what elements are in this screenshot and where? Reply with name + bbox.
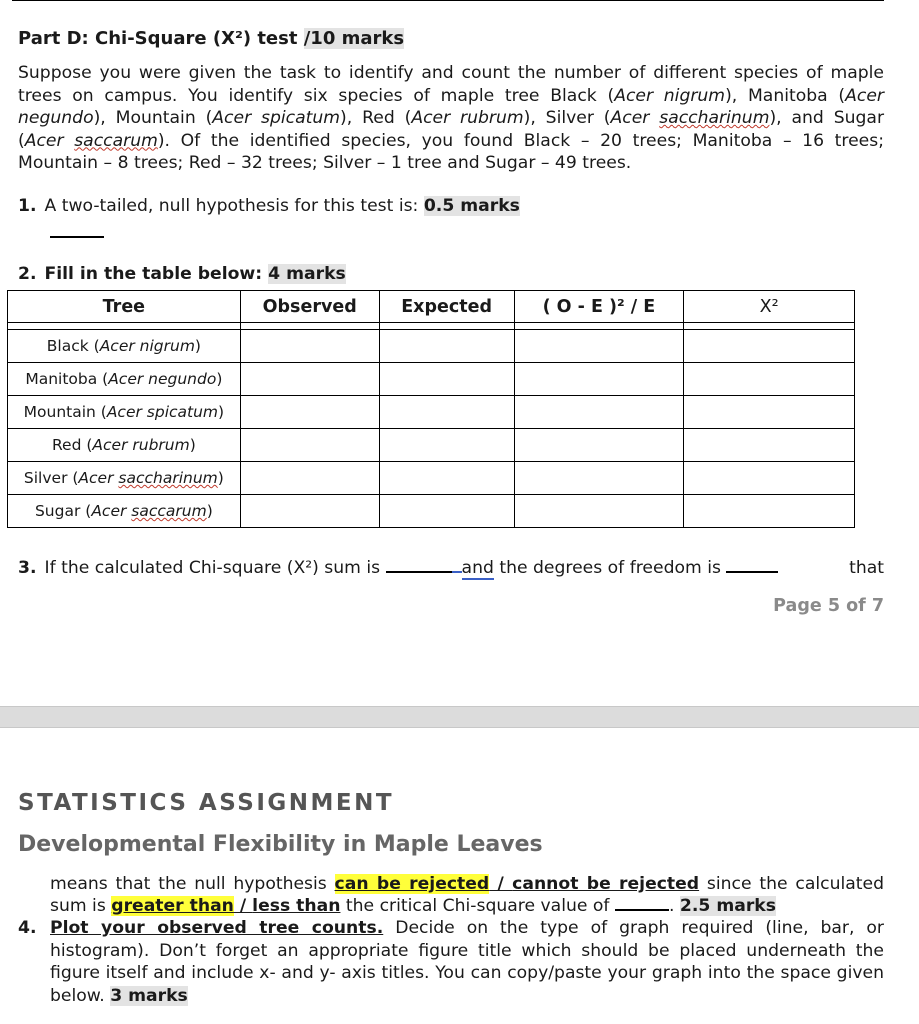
chi-square-table bbox=[7, 290, 855, 528]
table-row bbox=[8, 429, 855, 462]
question-text: Decide on the type of graph required (line, bar, or histogram). Don’t forget an appropriate figure title which should be placed underneath the figure itself and include x- and y- axis titles. You can copy/paste your graph into the space given below. bbox=[50, 918, 885, 1006]
intro-text: ), Red ( bbox=[340, 108, 412, 128]
question-text: . bbox=[668, 896, 675, 916]
option-cannot-be-rejected: cannot be rejected bbox=[512, 874, 700, 894]
tree-common: Black ( bbox=[46, 337, 100, 355]
intro-text: ), Silver ( bbox=[523, 108, 611, 128]
observed-cell[interactable] bbox=[240, 330, 379, 363]
tree-close: ) bbox=[206, 502, 213, 520]
question-text: Fill in the table below: bbox=[44, 264, 263, 284]
question-text: that bbox=[849, 558, 884, 578]
table-spacer bbox=[8, 323, 855, 330]
expected-cell[interactable] bbox=[379, 495, 514, 528]
blank-tail bbox=[452, 570, 462, 573]
question-1 bbox=[18, 196, 520, 216]
header-subtitle: Developmental Flexibility in Maple Leaves bbox=[18, 832, 543, 857]
species-latin: Acer spicatum bbox=[212, 108, 341, 128]
tree-name-cell bbox=[8, 462, 241, 495]
species-latin: Acer bbox=[610, 108, 660, 128]
question-number: 4. bbox=[18, 918, 37, 938]
tree-latin: Acer spicatum bbox=[106, 403, 219, 421]
tree-name-cell bbox=[8, 495, 241, 528]
expected-cell[interactable] bbox=[379, 462, 514, 495]
tree-common: Manitoba ( bbox=[25, 370, 109, 388]
species-latin: Acer bbox=[24, 130, 75, 151]
top-rule bbox=[12, 0, 884, 1]
intro-text: ), Mountain ( bbox=[93, 108, 213, 128]
expected-cell[interactable] bbox=[379, 363, 514, 396]
question-4-body bbox=[50, 917, 884, 1007]
question-number: 2. bbox=[18, 264, 37, 284]
table-row bbox=[8, 330, 855, 363]
tree-name-cell bbox=[8, 363, 241, 396]
question-number: 3. bbox=[18, 558, 37, 578]
intro-text: ), Manitoba ( bbox=[725, 85, 846, 106]
question-marks: 4 marks bbox=[268, 264, 346, 284]
question-marks: 3 marks bbox=[110, 985, 188, 1006]
species-latin: Acer nigrum bbox=[614, 85, 726, 106]
x2-cell[interactable] bbox=[684, 330, 855, 363]
species-latin: saccarum bbox=[74, 130, 158, 151]
header-tree: Tree bbox=[8, 291, 241, 323]
table-header-row bbox=[8, 291, 855, 323]
question-3 bbox=[18, 558, 884, 578]
option-can-be-rejected: can be rejected bbox=[334, 874, 490, 894]
tree-common: Red ( bbox=[51, 436, 93, 454]
tree-latin: saccharinum bbox=[118, 469, 218, 487]
intro-text: ), and Sugar ( bbox=[18, 108, 885, 151]
x2-cell[interactable] bbox=[684, 462, 855, 495]
observed-cell[interactable] bbox=[240, 396, 379, 429]
x2-cell[interactable] bbox=[684, 429, 855, 462]
x2-cell[interactable] bbox=[684, 396, 855, 429]
option-less-than: less than bbox=[252, 896, 341, 916]
intro-text: Suppose you were given the task to identify and count the number of different species of maple trees on campus. You identify six species of maple tree Black ( bbox=[18, 63, 884, 106]
tree-latin: Acer rubrum bbox=[92, 436, 190, 454]
tree-close: ) bbox=[216, 370, 223, 388]
x2-cell[interactable] bbox=[684, 363, 855, 396]
tree-latin: Acer bbox=[78, 469, 119, 487]
expected-cell[interactable] bbox=[379, 396, 514, 429]
question-text: since the calculated sum is bbox=[50, 874, 884, 916]
tree-common: Mountain ( bbox=[23, 403, 107, 421]
question-text: the degrees of freedom is bbox=[499, 558, 721, 578]
o-minus-e-cell[interactable] bbox=[514, 396, 684, 429]
option-separator: / bbox=[233, 896, 253, 916]
option-separator: / bbox=[489, 874, 513, 894]
tree-close: ) bbox=[217, 469, 224, 487]
observed-cell[interactable] bbox=[240, 429, 379, 462]
tree-close: ) bbox=[218, 403, 225, 421]
tree-latin: Acer bbox=[91, 502, 132, 520]
expected-cell[interactable] bbox=[379, 330, 514, 363]
question-text-and: and bbox=[461, 558, 494, 578]
tree-latin: Acer negundo bbox=[108, 370, 217, 388]
question-lead: Plot your observed tree counts. bbox=[50, 918, 384, 938]
tree-close: ) bbox=[194, 337, 201, 355]
o-minus-e-cell[interactable] bbox=[514, 495, 684, 528]
species-latin: Acer rubrum bbox=[411, 108, 524, 128]
tree-close: ) bbox=[189, 436, 196, 454]
part-title bbox=[18, 28, 404, 49]
x2-cell[interactable] bbox=[684, 495, 855, 528]
header-x2: X² bbox=[684, 291, 855, 323]
part-title-text: Part D: Chi-Square (X²) test bbox=[18, 28, 298, 49]
table-row bbox=[8, 363, 855, 396]
question-3-continued bbox=[50, 873, 884, 917]
intro-paragraph bbox=[18, 62, 884, 175]
critical-value-blank[interactable] bbox=[615, 908, 669, 911]
question-number: 1. bbox=[18, 196, 37, 216]
table-row bbox=[8, 462, 855, 495]
option-greater-than: greater than bbox=[111, 896, 234, 916]
question-2 bbox=[18, 264, 346, 284]
table-row bbox=[8, 495, 855, 528]
part-marks: /10 marks bbox=[303, 28, 405, 49]
answer-blank[interactable] bbox=[50, 236, 104, 238]
question-4 bbox=[18, 917, 884, 1007]
table-row bbox=[8, 396, 855, 429]
o-minus-e-cell[interactable] bbox=[514, 462, 684, 495]
degrees-freedom-blank[interactable] bbox=[726, 570, 778, 573]
header-observed: Observed bbox=[240, 291, 379, 323]
tree-name-cell bbox=[8, 429, 241, 462]
question-text: means that the null hypothesis bbox=[50, 874, 327, 894]
header-o-minus-e: ( O - E )² / E bbox=[514, 291, 684, 323]
o-minus-e-cell[interactable] bbox=[514, 330, 684, 363]
question-text: the critical Chi-square value of bbox=[345, 896, 610, 916]
tree-name-cell bbox=[8, 396, 241, 429]
tree-latin: saccarum bbox=[131, 502, 207, 520]
tree-common: Silver ( bbox=[23, 469, 79, 487]
tree-latin: Acer nigrum bbox=[99, 337, 195, 355]
tree-common: Sugar ( bbox=[34, 502, 92, 520]
question-marks: 2.5 marks bbox=[679, 896, 776, 916]
observed-cell[interactable] bbox=[240, 495, 379, 528]
tree-name-cell bbox=[8, 330, 241, 363]
o-minus-e-cell[interactable] bbox=[514, 363, 684, 396]
page-break bbox=[0, 706, 919, 728]
o-minus-e-cell[interactable] bbox=[514, 429, 684, 462]
page-number: Page 5 of 7 bbox=[773, 596, 884, 616]
species-latin: saccharinum bbox=[659, 108, 770, 128]
species-latin: Acer negundo bbox=[18, 85, 884, 128]
question-marks: 0.5 marks bbox=[423, 196, 520, 216]
expected-cell[interactable] bbox=[379, 429, 514, 462]
observed-cell[interactable] bbox=[240, 363, 379, 396]
chi-square-sum-blank[interactable] bbox=[386, 570, 452, 573]
header-statistics: STATISTICS ASSIGNMENT bbox=[18, 790, 395, 816]
header-expected: Expected bbox=[379, 291, 514, 323]
observed-cell[interactable] bbox=[240, 462, 379, 495]
intro-text: ). Of the identified species, you found Black – 20 trees; Manitoba – 16 trees; Mountain – 8 trees; Red – 32 trees; Silver – 1 tree and Sugar – 49 trees. bbox=[18, 130, 884, 173]
question-text: If the calculated Chi-square (X²) sum is bbox=[44, 558, 381, 578]
question-text: A two-tailed, null hypothesis for this test is: bbox=[44, 196, 419, 216]
